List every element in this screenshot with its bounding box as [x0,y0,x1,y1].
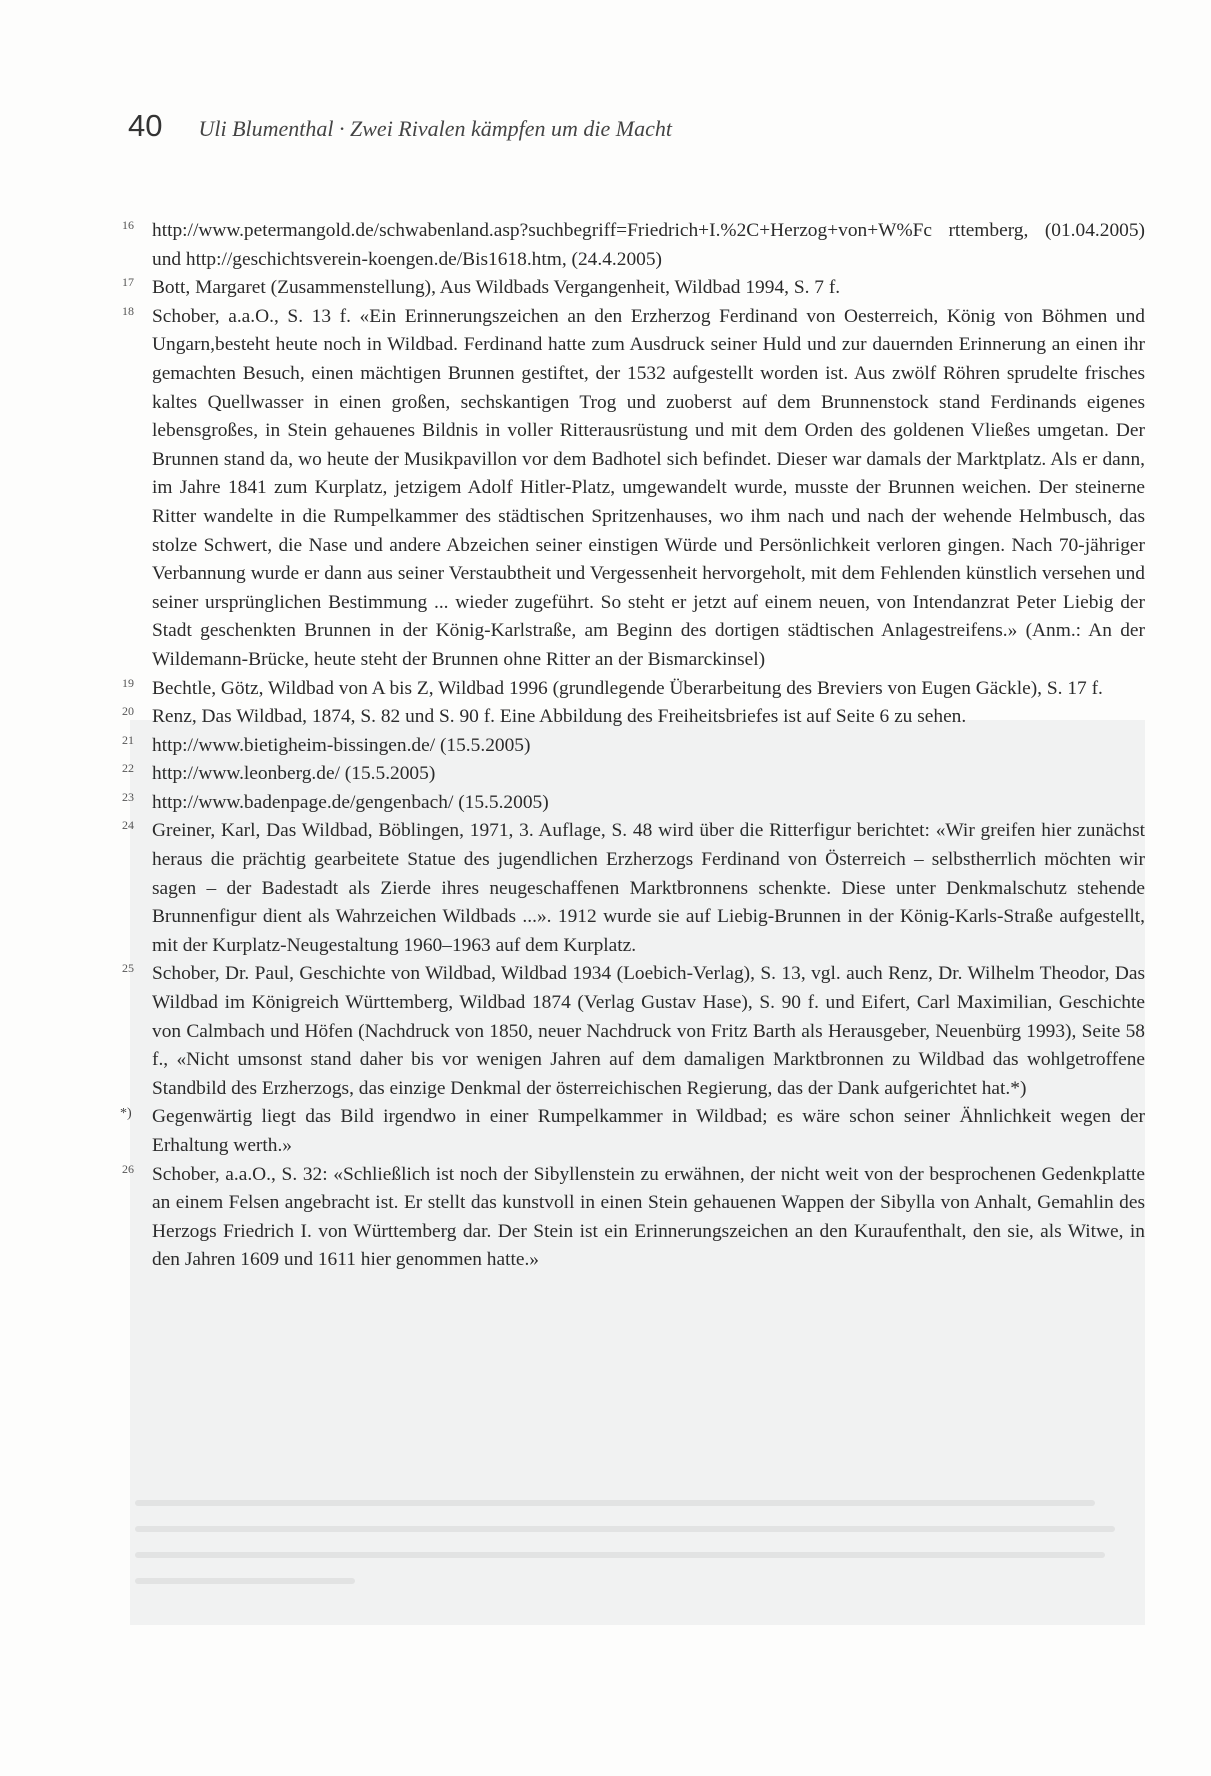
footnote [122,960,1145,1103]
page-number: 40 [128,108,163,143]
footnote [122,675,1145,704]
footnote [122,732,1145,761]
footnote-number: 20 [122,704,134,719]
footnote-text: http://www.badenpage.de/gengenbach/ (15.5.2005) [152,791,549,813]
scan-bleed-lines [135,1500,1135,1604]
footnote-number: 24 [122,818,134,833]
footnote [122,703,1145,732]
footnote-text: Renz, Das Wildbad, 1874, S. 82 und S. 90 f. Eine Abbildung des Freiheitsbriefes ist auf Seite 6 zu sehen. [152,706,967,728]
footnote-asterisk [122,1103,1145,1160]
footnotes [122,217,1145,1275]
footnote-number: 26 [122,1161,134,1176]
footnote-text: Schober, a.a.O., S. 13 f. «Ein Erinnerungszeichen an den Erzherzog Ferdinand von Oesterreich, König von Böhmen und Ungarn,besteht heute noch in Wildbad. Ferdinand hatte zum Ausdruck seiner Huld und zur dauernden Erinnerung an einen ihr gemachten Besuch, einen mächtigen Brunnen gestiftet, der 1532 aufgestellt worden ist. Aus zwölf Röhren sprudelte frisches kaltes Quellwasser in einen großen, sechskantigen Trog und zuoberst auf dem Brunnenstock stand Ferdinands eigenes lebensgroßes, in Stein gehauenes Bildnis in voller Ritterausrüstung und mit dem Orden des goldenen Vließes umgetan. Der Brunnen stand da, wo heute der Musikpavillon vor dem Badhotel sich befindet. Dieser war damals der Marktplatz. Als er dann, im Jahre 1841 zum Kurplatz, jetzigem Adolf Hitler-Platz, umgewandelt wurde, musste der Brunnen weichen. Der steinerne Ritter wandelte in die Rumpelkammer des städtischen Spritzenhauses, wo ihm nach und nach der wehende Helmbusch, das stolze Schwert, die Nase und andere Abzeichen seiner einstigen Würde und Persönlichkeit verloren gingen. Nach 70-jähriger Verbannung wurde er dann aus seiner Verstaubtheit und Vergessenheit hervorgeholt, mit dem Fehlenden künstlich versehen und seiner ursprünglichen Bestimmung ... wieder zugeführt. So steht er jetzt auf einem neuen, von Intendanzrat Peter Liebig der Stadt geschenkten Brunnen in der König-Karlstraße, am Beginn des dortigen städtischen Anlagestreifens.» (Anm.: An der Wildemann-Brücke, heute steht der Brunnen ohne Ritter an der Bismarckinsel) [152,305,1145,670]
footnote-number: 25 [122,961,134,976]
footnote-number: 16 [122,218,134,232]
footnote-text: Greiner, Karl, Das Wildbad, Böblingen, 1971, 3. Auflage, S. 48 wird über die Ritterfigur berichtet: «Wir greifen hier zunächst heraus die prächtig gearbeitete Statue des jugendlichen Erzherzogs Ferdinand von Österreich – selbstherrlich möchten wir sagen – der Badestadt als Zierde ihres neugeschaffenen Marktbronnens schenkte. Diese unter Denkmalschutz stehende Brunnenfigur dient als Wahrzeichen Wildbads ...». 1912 wurde sie auf Liebig-Brunnen in der König-Karls-Straße aufgestellt, mit der Kurplatz-Neugestaltung 1960–1963 auf dem Kurplatz. [152,820,1145,956]
footnote-number: 19 [122,675,134,690]
footnote-asterisk-marker: *) [120,1106,132,1122]
running-head: Uli Blumenthal · Zwei Rivalen kämpfen um die Macht [198,116,672,141]
footnote [122,817,1145,960]
footnote-text: Bott, Margaret (Zusammenstellung), Aus Wildbads Vergangenheit, Wildbad 1994, S. 7 f. [152,277,841,299]
footnote-text: Schober, a.a.O., S. 32: «Schließlich ist noch der Sibyllenstein zu erwähnen, der nicht weit von der besprochenen Gedenkplatte an einem Felsen angebracht ist. Er stellt das kunstvoll in einen Stein gehauenen Wappen der Sibylla von Anhalt, Gemahlin des Herzogs Friedrich I. von Württemberg dar. Der Stein ist ein Erinnerungszeichen an den Kuraufenthalt, den sie, als Witwe, in den Jahren 1609 und 1611 hier genommen hatte.» [152,1163,1145,1271]
footnote [122,274,1145,303]
footnote [122,760,1145,789]
footnote-number: 23 [122,789,134,804]
footnote [122,789,1145,818]
footnote-number: 18 [122,303,134,318]
footnote [122,217,1145,274]
footnote-text: http://www.leonberg.de/ (15.5.2005) [152,763,436,785]
footnote-text: Bechtle, Götz, Wildbad von A bis Z, Wildbad 1996 (grundlegende Überarbeitung des Breviers von Eugen Gäckle), S. 17 f. [152,677,1103,699]
footnote-text: http://www.bietigheim-bissingen.de/ (15.5.2005) [152,734,531,756]
page-header [128,108,672,144]
footnote-text: Schober, Dr. Paul, Geschichte von Wildbad, Wildbad 1934 (Loebich-Verlag), S. 13, vgl. auch Renz, Dr. Wilhelm Theodor, Das Wildbad im Königreich Württemberg, Wildbad 1874 (Verlag Gustav Hase), S. 90 f. und Eifert, Carl Maximilian, Geschichte von Calmbach und Höfen (Nachdruck von 1850, neuer Nachdruck von Fritz Barth als Herausgeber, Neuenbürg 1993), Seite 58 f., «Nicht umsonst stand daher bis vor wenigen Jahren auf dem damaligen Marktbronnen zu Wildbad das wohlgetroffene Standbild des Erzherzogs, das einzige Denkmal der österreichischen Regierung, das der Dank aufgerichtet hat.*) [152,963,1145,1099]
footnote-text: Gegenwärtig liegt das Bild irgendwo in einer Rumpelkammer in Wildbad; es wäre schon seiner Ähnlichkeit wegen der Erhaltung werth.» [152,1106,1145,1156]
footnote [122,1161,1145,1275]
footnote-number: 22 [122,761,134,776]
footnote-text: http://www.petermangold.de/schwabenland.asp?suchbegriff=Friedrich+I.%2C+Herzog+von+W%Fc rttemberg, (01.04.2005) und http://geschichtsverein-koengen.de/Bis1618.htm, (24.4.2005) [152,220,1145,270]
footnote-number: 21 [122,732,134,747]
footnote [122,303,1145,675]
footnote-number: 17 [122,275,134,290]
